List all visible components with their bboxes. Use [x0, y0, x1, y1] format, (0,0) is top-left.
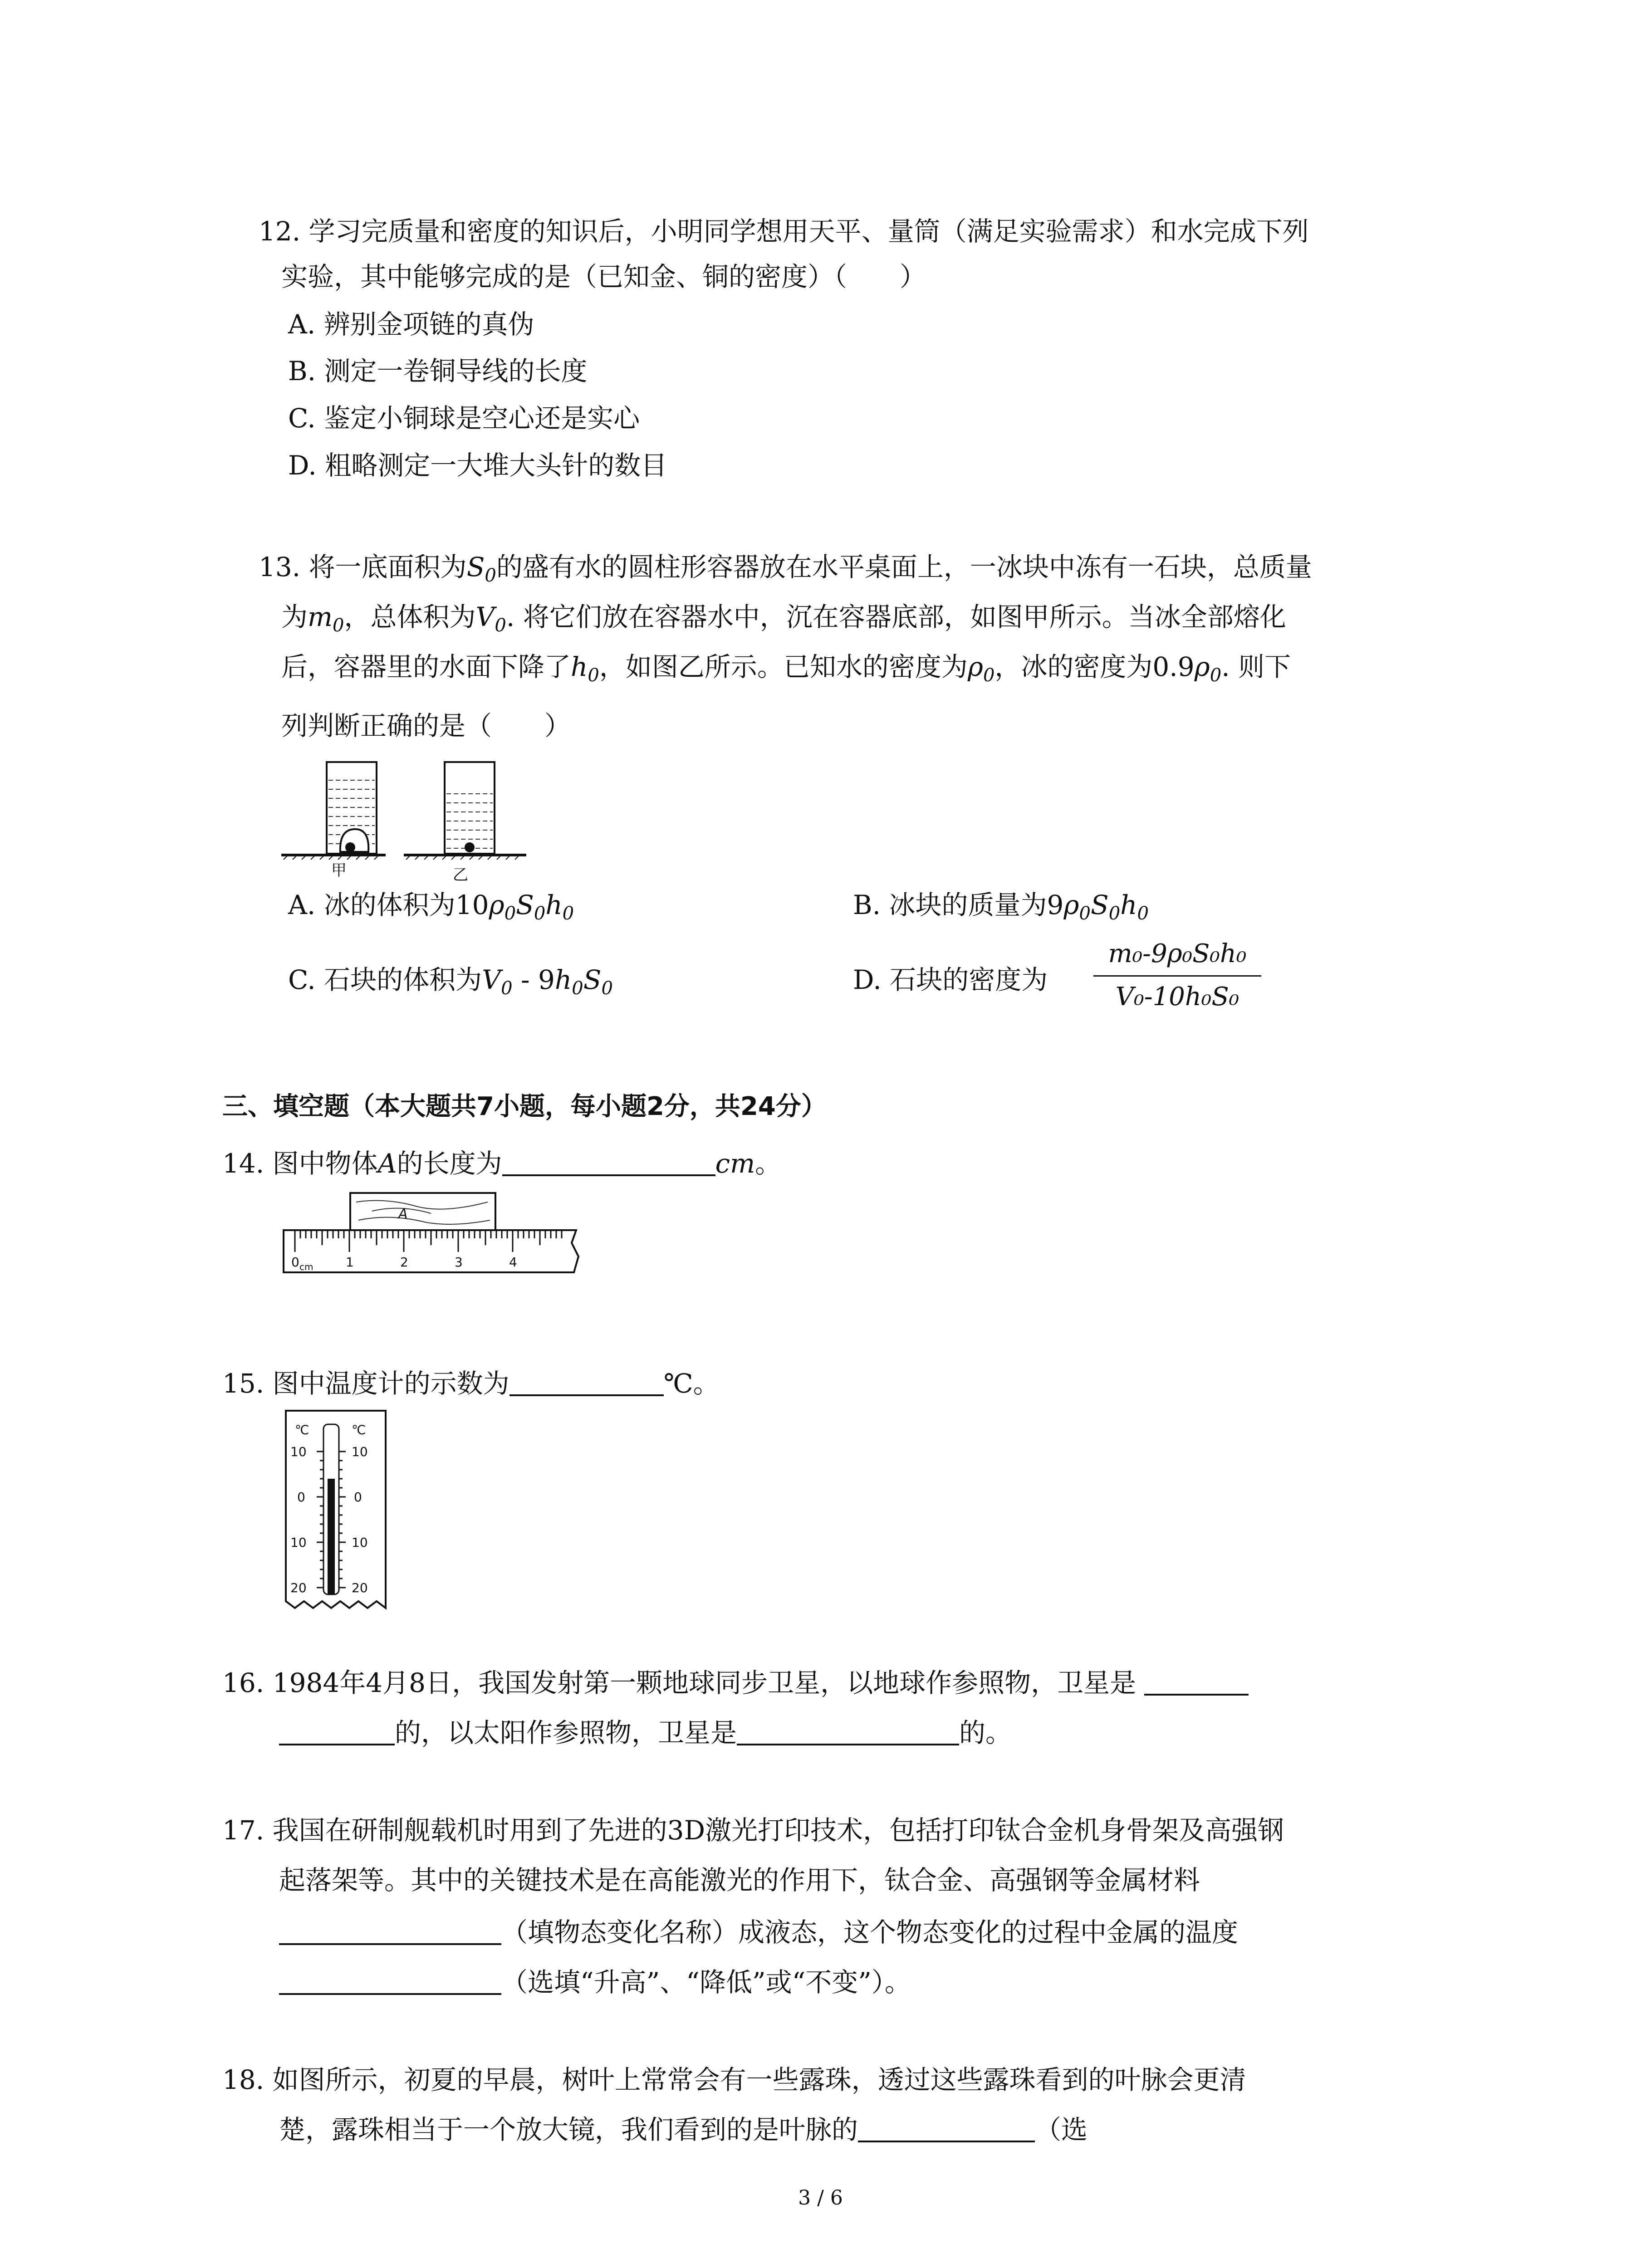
ruler-unit: cm [299, 1261, 314, 1272]
fraction-denominator: V₀-10h₀S₀ [1115, 982, 1239, 1012]
ruler-label-0: 0 [291, 1255, 299, 1270]
q13-option-a: A. 冰的体积为$10\rho_0S_0h_0$ [288, 890, 574, 924]
ruler-label-2: 2 [400, 1255, 408, 1270]
q17-text: （选填“升高”、“降低”或“不变”）。 [501, 1967, 911, 1998]
section-heading: 三、填空题（本大题共7小题，每小题2分，共24分） [222, 1092, 827, 1121]
scale-left-0: 0 [297, 1490, 305, 1505]
q13-text: - 9 [512, 964, 555, 995]
q16-line2 [279, 1715, 1012, 1751]
q13-text: ，总体积为 [344, 601, 476, 632]
q18-line1: 18. 如图所示，初夏的早晨，树叶上常常会有一些露珠，透过这些露珠看到的叶脉会更清 [222, 2064, 1246, 2095]
q17-line1: 17. 我国在研制舰载机时用到了先进的3D激光打印技术，包括打印钛合金机身骨架及高强钢 [222, 1815, 1284, 1846]
q16-answer-blank-1b[interactable] [279, 1716, 395, 1745]
scale-left-10: 10 [290, 1444, 307, 1459]
q12-option-a: A. 辨别金项链的真伪 [288, 309, 534, 340]
q13-text: 后，容器里的水面下降了 [281, 651, 571, 682]
q17-line2: 起落架等。其中的关键技术是在高能激光的作用下，钛合金、高强钢等金属材料 [279, 1865, 1200, 1896]
q16-text: 的，以太阳作参照物，卫星是 [395, 1717, 737, 1748]
page-number: 3 / 6 [798, 2186, 843, 2209]
q13-container-figure [281, 753, 535, 885]
q18-text: 楚，露珠相当于一个放大镜，我们看到的是叶脉的 [279, 2114, 858, 2145]
q17-answer-blank-1[interactable] [279, 1916, 501, 1945]
q14-unit: cm [715, 1148, 755, 1179]
q15-answer-blank[interactable] [509, 1367, 664, 1396]
q13-text: 的盛有水的圆柱形容器放在水平桌面上，一冰块中冻有一石块，总质量 [496, 552, 1312, 582]
q18-text: （选 [1035, 2114, 1088, 2145]
q13-option-d: D. 石块的密度为 [853, 964, 1048, 995]
fraction-bar [1093, 975, 1261, 977]
scale-right-20: 20 [352, 1580, 368, 1595]
scale-right-10b: 10 [352, 1535, 368, 1550]
q18-line2 [279, 2112, 1087, 2148]
q14-text: 的长度为 [397, 1148, 502, 1179]
scale-left-unit: ℃ [295, 1422, 309, 1437]
q17-text: （填物态变化名称）成液态，这个物态变化的过程中金属的温度 [501, 1917, 1239, 1948]
fraction-numerator: m₀-9ρ₀S₀h₀ [1108, 939, 1247, 968]
q13-text: A. 冰的体积为10 [288, 890, 489, 920]
q13-text: ，冰的密度为0.9 [994, 651, 1195, 682]
q12-option-c: C. 鉴定小铜球是空心还是实心 [288, 403, 640, 434]
q13-text: 13. 将一底面积为 [259, 552, 467, 582]
q12-option-b: B. 测定一卷铜导线的长度 [288, 356, 588, 386]
q13-option-c: C. 石块的体积为$V_0 - 9h_0S_0$ [288, 964, 613, 999]
q14-line: 14. 图中物体A的长度为 cm。 [222, 1148, 782, 1179]
q15-text: 15. 图中温度计的示数为 [222, 1368, 509, 1399]
figure-label-yi: 乙 [453, 866, 468, 884]
q17-answer-blank-2[interactable] [279, 1966, 501, 1995]
q13-option-b: B. 冰块的质量为$9\rho_0S_0h_0$ [853, 890, 1149, 924]
q17-line3 [279, 1914, 1238, 1950]
q14-text: 14. 图中物体 [222, 1148, 378, 1179]
ruler-label-4: 4 [509, 1255, 517, 1270]
q15-thermometer-figure [277, 1406, 395, 1615]
object-label: A [398, 1206, 408, 1222]
q13-line1: 13. 将一底面积为$S_0$的盛有水的圆柱形容器放在水平桌面上，一冰块中冻有一石块，总质量 [259, 552, 1312, 586]
q14-ruler-figure [281, 1188, 590, 1302]
q17-line4 [279, 1964, 911, 2000]
q12-line1: 12. 学习完质量和密度的知识后，小明同学想用天平、量筒（满足实验需求）和水完成下列 [259, 216, 1309, 247]
q18-answer-blank[interactable] [858, 2113, 1035, 2142]
q13-text: C. 石块的体积为 [288, 964, 482, 995]
q12-line2: 实验，其中能够完成的是（已知金、铜的密度）（ ） [281, 261, 926, 292]
q16-answer-blank-1a[interactable] [1144, 1667, 1249, 1696]
q13-text: B. 冰块的质量为9 [853, 890, 1064, 920]
scale-right-10: 10 [352, 1444, 368, 1459]
q14-text: 。 [755, 1148, 782, 1179]
q15-unit: ℃。 [663, 1368, 720, 1399]
q16-text: 的。 [959, 1717, 1012, 1748]
q16-line1 [222, 1665, 1249, 1701]
scale-right-unit: ℃ [352, 1422, 366, 1437]
q15-line [222, 1365, 720, 1402]
figure-label-jia: 甲 [331, 861, 347, 880]
q16-answer-blank-2[interactable] [737, 1716, 959, 1745]
scale-right-0: 0 [354, 1490, 362, 1505]
q12-option-d: D. 粗略测定一大堆大头针的数目 [288, 450, 667, 481]
q13-text: ，如图乙所示。已知水的密度为 [599, 651, 968, 682]
ruler-label-3: 3 [455, 1255, 463, 1270]
q13-text: 为 [281, 601, 308, 632]
q14-answer-blank[interactable] [502, 1147, 715, 1176]
scale-left-20: 20 [290, 1580, 307, 1595]
q13-line4: 列判断正确的是（ ） [281, 710, 571, 741]
q13-text: . 将它们放在容器水中，沉在容器底部，如图甲所示。当冰全部熔化 [506, 601, 1286, 632]
q13-text: . 则下 [1221, 651, 1291, 682]
scale-left-10b: 10 [290, 1535, 307, 1550]
ruler-label-1: 1 [346, 1255, 354, 1270]
q13-line3: 后，容器里的水面下降了$h_0$，如图乙所示。已知水的密度为$\rho_0$，冰的密度为$0.9\rho_0$. 则下 [281, 651, 1291, 686]
q13-line2: 为$m_0$，总体积为$V_0$. 将它们放在容器水中，沉在容器底部，如图甲所示。当冰全部熔化 [281, 601, 1286, 636]
q16-text: 16. 1984年4月8日，我国发射第一颗地球同步卫星，以地球作参照物，卫星是 [222, 1667, 1136, 1698]
